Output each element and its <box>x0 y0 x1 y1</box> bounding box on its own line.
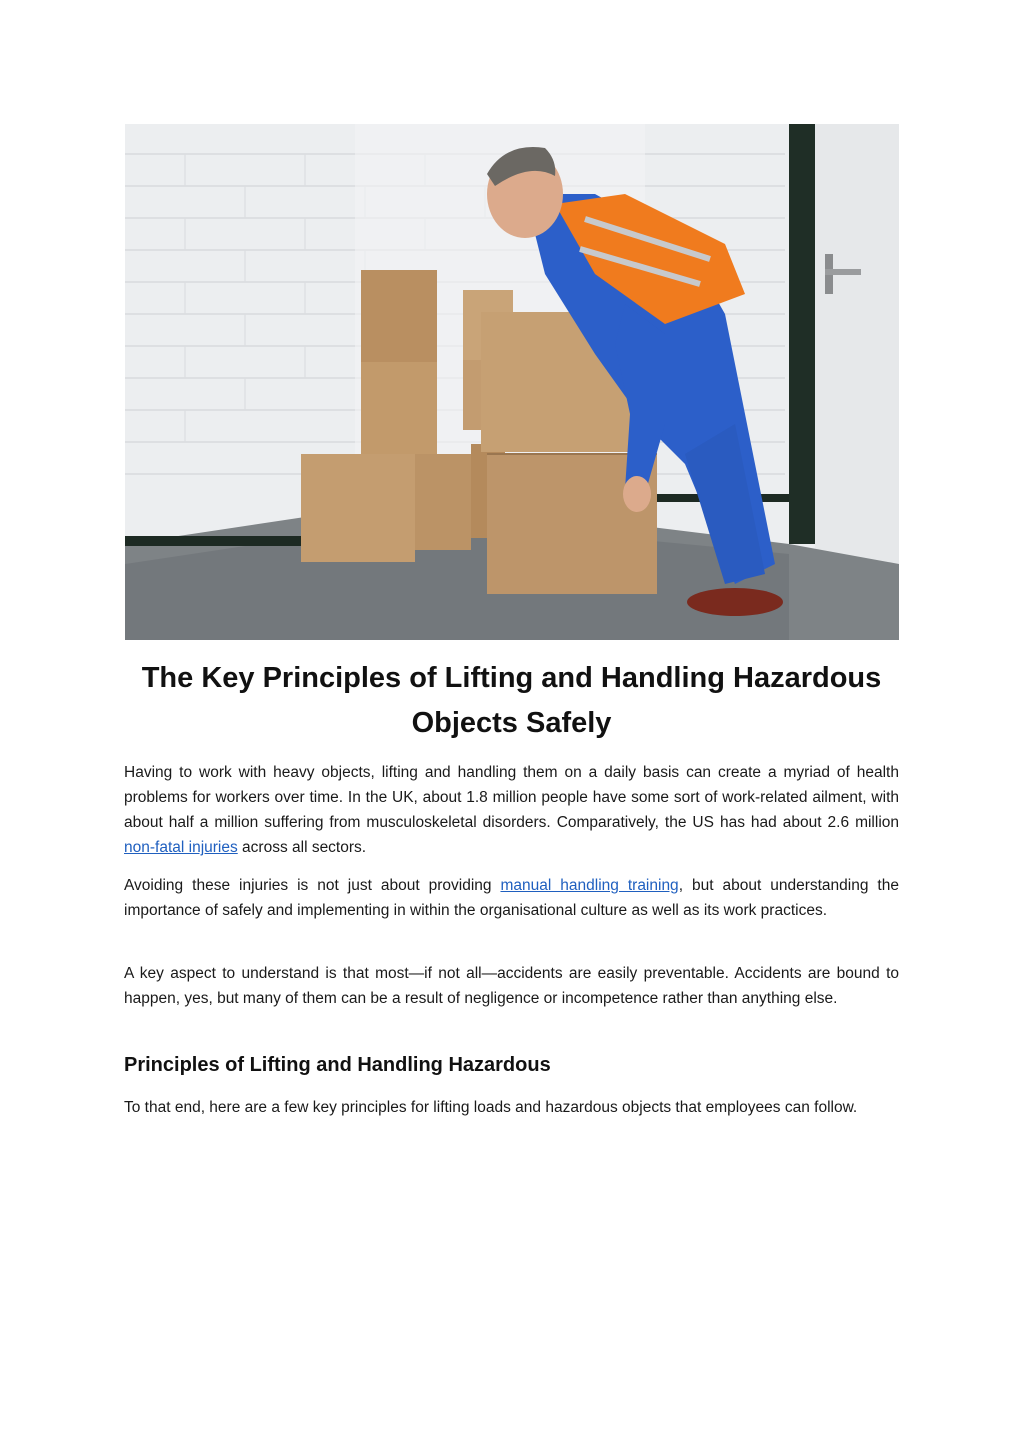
prevention-paragraph: A key aspect to understand is that most—if not all—accidents are easily preventable. Accidents are bound to happen, yes, but many of them can be a result of negligence or incompetence rather than anything else. <box>124 965 899 1007</box>
training-paragraph <box>124 873 899 923</box>
training-text-before: Avoiding these injuries is not just about providing <box>124 877 501 894</box>
training-text-after: , but about understanding the importance of safely and implementing in within the organisational culture as well as its work practices. <box>124 877 899 919</box>
non-fatal-injuries-link[interactable]: non-fatal injuries <box>124 839 238 856</box>
worker-lifting-boxes-image <box>125 124 899 640</box>
section-heading: Principles of Lifting and Handling Hazardous <box>124 1054 551 1076</box>
intro-paragraph <box>124 760 899 860</box>
intro-text-before: Having to work with heavy objects, lifting and handling them on a daily basis can create a myriad of health problems for workers over time. In the UK, about 1.8 million people have some sort of work-related ailment, with about half a million suffering from musculoskeletal disorders. Comparatively, the US has had about 2.6 million <box>124 764 899 831</box>
intro-text-after: across all sectors. <box>237 839 367 856</box>
manual-handling-training-link[interactable]: manual handling training <box>500 877 679 894</box>
principles-intro-paragraph: To that end, here are a few key principles for lifting loads and hazardous objects that employees can follow. <box>124 1099 858 1116</box>
article-title: The Key Principles of Lifting and Handling Hazardous Objects Safely <box>141 662 882 739</box>
